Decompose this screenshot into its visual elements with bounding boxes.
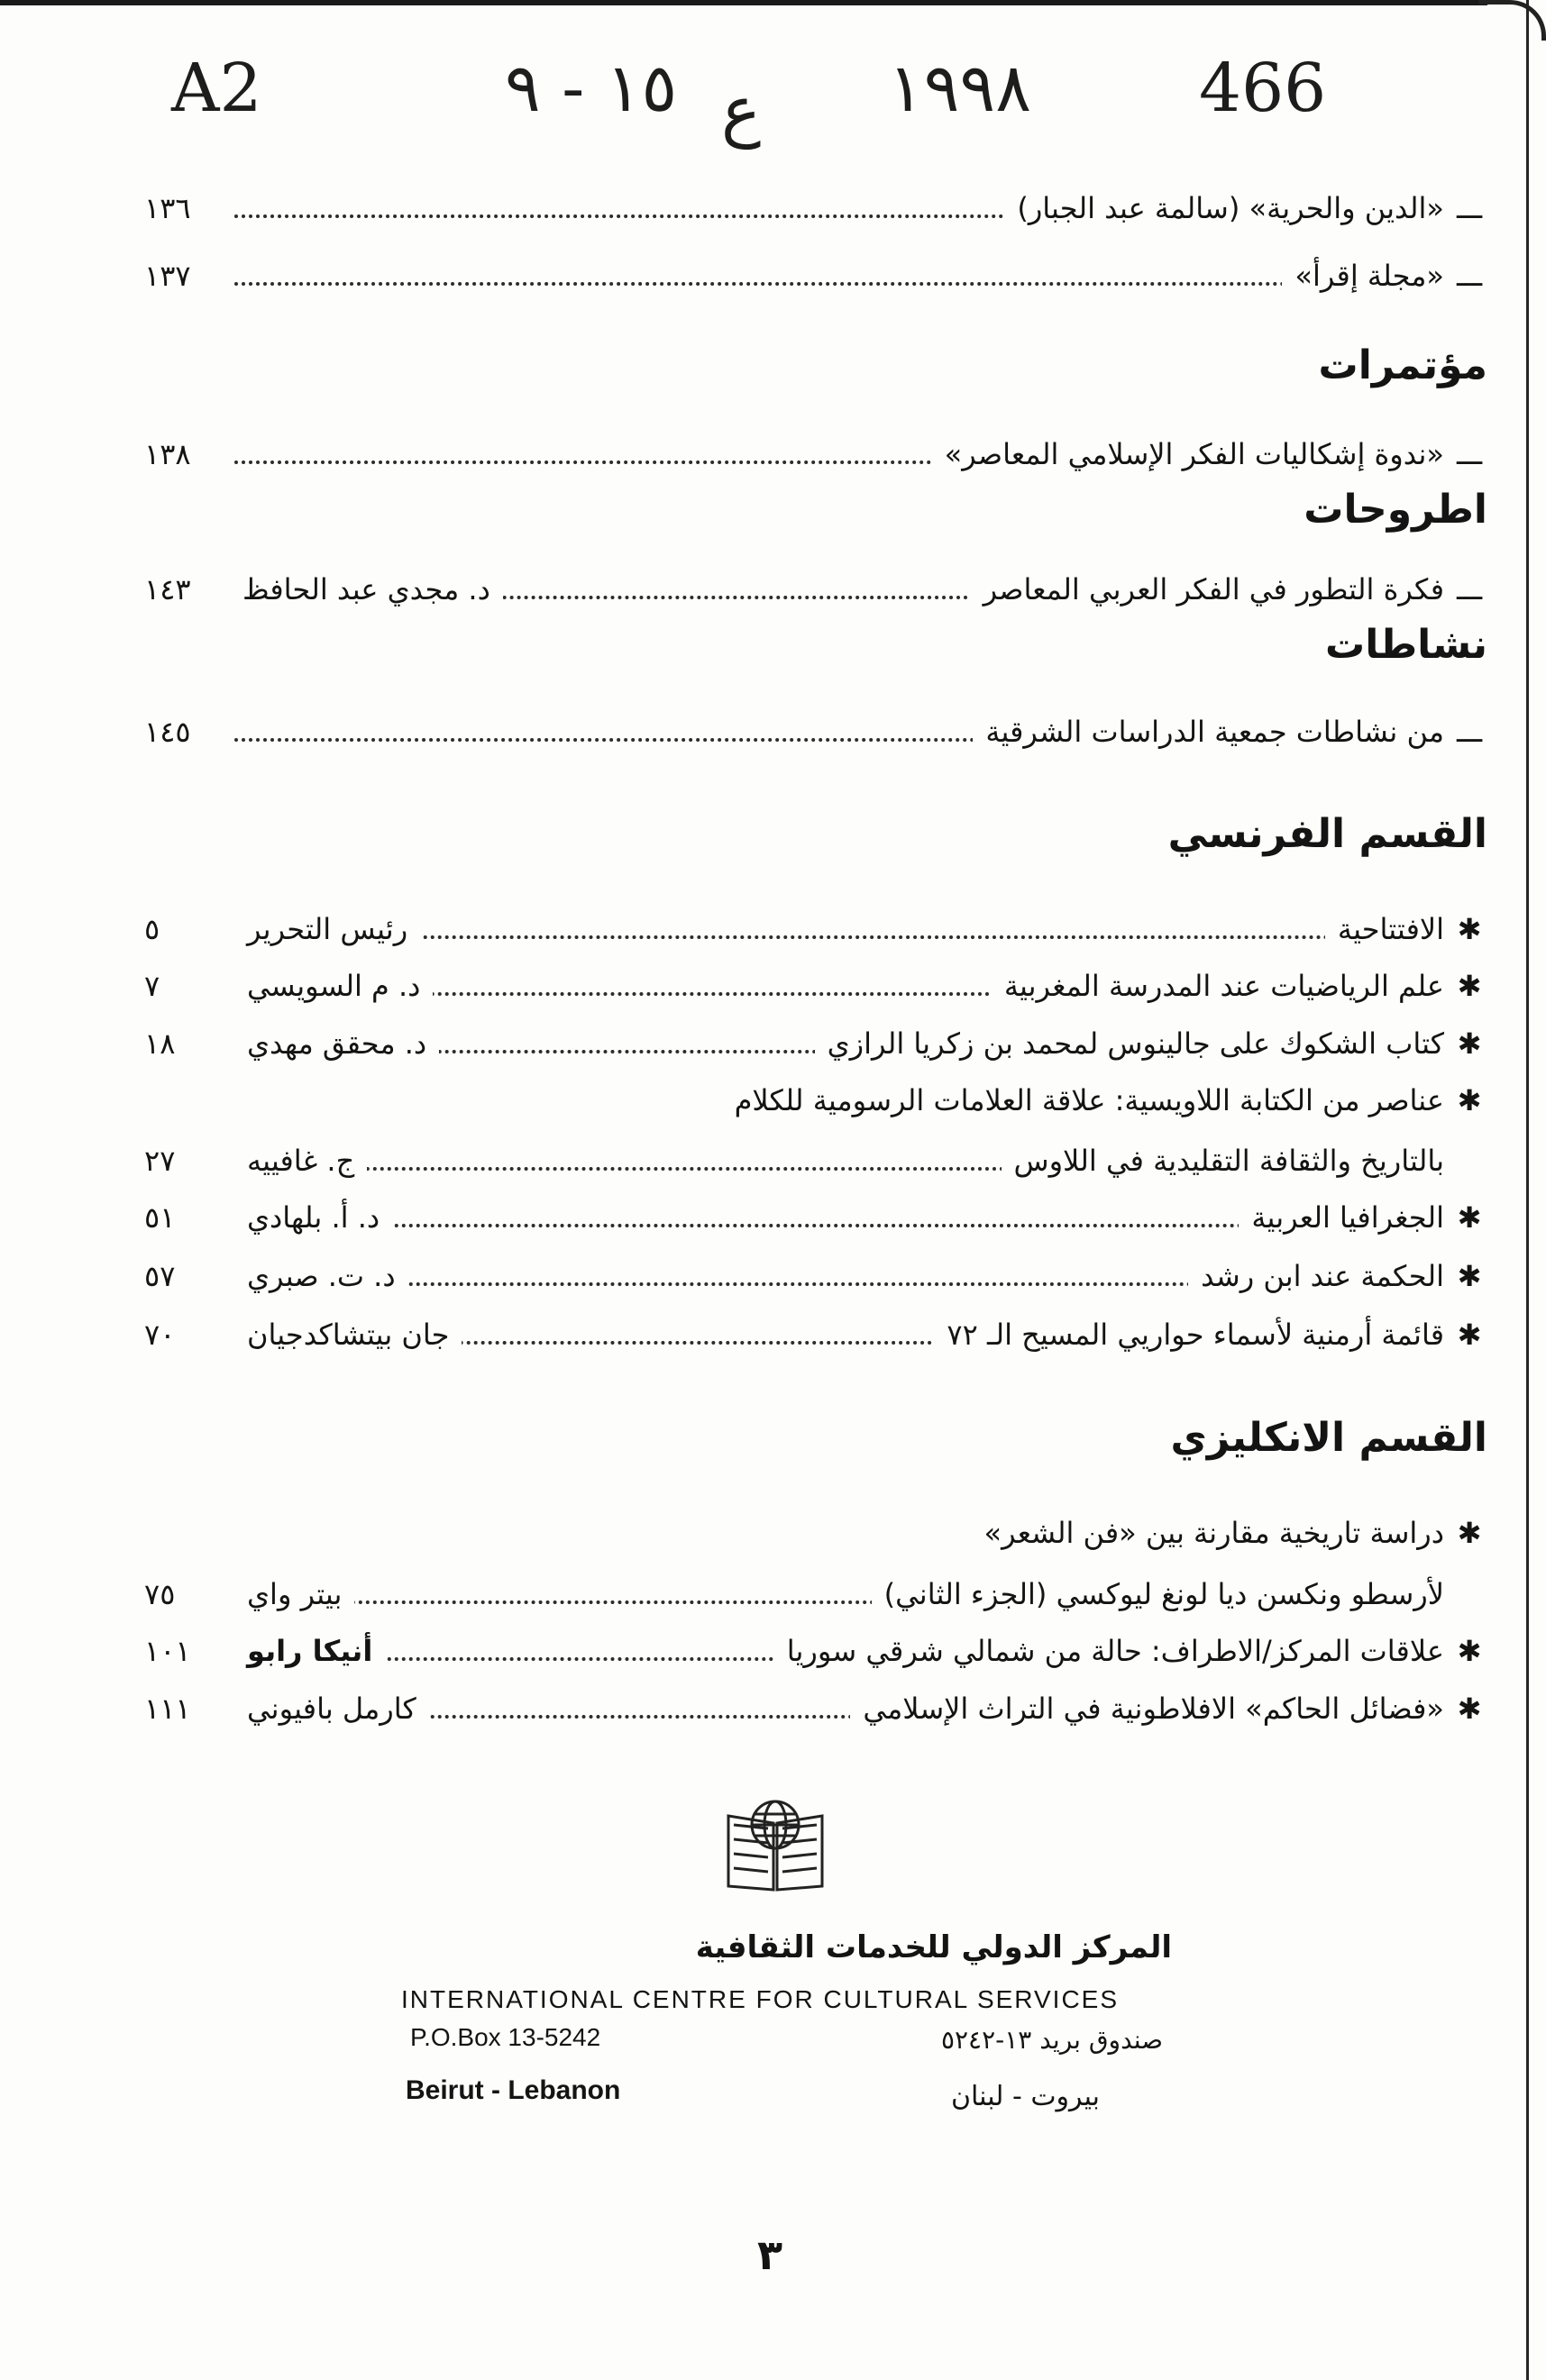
entry-page: ١٣٧ xyxy=(144,252,225,299)
toc-entry xyxy=(144,566,1487,613)
toc-entry xyxy=(144,1311,1487,1358)
star-bullet: ✱ xyxy=(1457,1516,1482,1550)
star-bullet: ✱ xyxy=(1457,1026,1482,1061)
entry-author: ج. غافييه xyxy=(234,1137,367,1184)
entry-page: ١٠١ xyxy=(144,1628,225,1674)
stamp-pobox-arabic: صندوق بريد ١٣-٥٢٤٢ xyxy=(940,2025,1163,2055)
entry-title: عناصر من الكتابة اللاويسية: علاقة العلامات الرسومية للكلام xyxy=(722,1077,1444,1124)
page-number: ٣ xyxy=(757,2230,783,2279)
entry-page: ٥ xyxy=(144,906,225,953)
toc-entry xyxy=(144,1509,1487,1556)
dash-bullet: ـــ xyxy=(1456,715,1483,749)
entry-title-continuation: بالتاريخ والثقافة التقليدية في اللاوس xyxy=(1002,1137,1444,1184)
entry-page: ٧٠ xyxy=(144,1311,225,1358)
entry-page: ٥١ xyxy=(144,1194,225,1241)
toc-entry xyxy=(144,962,1487,1009)
entry-page: ١٣٦ xyxy=(144,185,225,232)
page-edge-right xyxy=(1519,0,1546,2380)
star-bullet: ✱ xyxy=(1457,1318,1482,1352)
entry-page: ١٣٨ xyxy=(144,431,225,478)
entry-title: «مجلة إقرأ» xyxy=(1282,252,1444,299)
entry-title: من نشاطات جمعية الدراسات الشرقية xyxy=(973,708,1444,755)
stamp-pobox-english: P.O.Box 13-5242 xyxy=(410,2023,601,2051)
entry-page: ١١١ xyxy=(144,1685,225,1732)
toc-entry xyxy=(144,1628,1487,1674)
toc-entry xyxy=(144,252,1487,299)
star-bullet: ✱ xyxy=(1457,912,1482,946)
library-stamp xyxy=(388,1789,1172,2140)
entry-title: قائمة أرمنية لأسماء حواريي المسيح الـ ٧٢ xyxy=(934,1311,1444,1358)
entry-author: رئيس التحرير xyxy=(234,906,420,953)
toc-entry xyxy=(144,1253,1487,1299)
toc-entry xyxy=(144,708,1487,755)
stamp-name-arabic: المركز الدولي للخدمات الثقافية xyxy=(695,1929,1172,1965)
entry-author: بيتر واي xyxy=(234,1571,354,1618)
dash-bullet: ـــ xyxy=(1456,572,1483,606)
entry-title: دراسة تاريخية مقارنة بين «فن الشعر» xyxy=(971,1509,1444,1556)
toc-entry-continuation xyxy=(144,1571,1487,1618)
heading-english-section: القسم الانكليزي xyxy=(1170,1415,1487,1461)
entry-page: ١٤٥ xyxy=(144,708,225,755)
entry-page: ٧ xyxy=(144,962,225,1009)
entry-page: ٥٧ xyxy=(144,1253,225,1299)
stamp-name-english: INTERNATIONAL CENTRE FOR CULTURAL SERVICES xyxy=(401,1985,1120,2013)
star-bullet: ✱ xyxy=(1457,1634,1482,1668)
star-bullet: ✱ xyxy=(1457,1200,1482,1235)
heading-theses: اطروحات xyxy=(1304,487,1487,533)
page-edge-top xyxy=(0,0,1487,5)
entry-author: د. أ. بلهادي xyxy=(234,1194,392,1241)
dash-bullet: ـــ xyxy=(1456,259,1483,293)
entry-author: د. م السويسي xyxy=(234,962,433,1009)
entry-page: ١٤٣ xyxy=(144,566,225,613)
handwritten-year: ١٩٩٨ xyxy=(888,50,1031,127)
heading-french-section: القسم الفرنسي xyxy=(1167,811,1487,857)
entry-title: كتاب الشكوك على جالينوس لمحمد بن زكريا الرازي xyxy=(815,1020,1444,1067)
entry-author: د. محقق مهدي xyxy=(234,1020,439,1067)
toc-entry xyxy=(144,431,1487,478)
toc-entry-continuation xyxy=(144,1137,1487,1184)
star-bullet: ✱ xyxy=(1457,969,1482,1003)
heading-conferences: مؤتمرات xyxy=(1318,342,1487,388)
entry-page: ١٨ xyxy=(144,1020,225,1067)
entry-title: «الدين والحرية» (سالمة عبد الجبار) xyxy=(1004,185,1444,232)
entry-title: فكرة التطور في الفكر العربي المعاصر xyxy=(971,566,1444,613)
handwritten-ref: A2 xyxy=(171,50,262,127)
star-bullet: ✱ xyxy=(1457,1692,1482,1726)
toc-entry xyxy=(144,1077,1487,1124)
entry-author: أنيكا رابو xyxy=(234,1628,385,1674)
entry-author: كارمل بافيوني xyxy=(234,1685,429,1732)
entry-page: ٢٧ xyxy=(144,1137,225,1184)
handwritten-number: 466 xyxy=(1199,50,1327,127)
entry-title: علاقات المركز/الاطراف: حالة من شمالي شرقي سوريا xyxy=(774,1628,1444,1674)
dot-leader xyxy=(234,282,1444,286)
entry-author: جان بيتشاكدجيان xyxy=(234,1311,462,1358)
entry-author: د. مجدي عبد الحافظ xyxy=(230,566,503,613)
toc-entry xyxy=(144,906,1487,953)
handwritten-day-month: ١٥ - ٩ xyxy=(505,50,678,127)
dash-bullet: ـــ xyxy=(1456,437,1483,471)
stamp-city-english: Beirut - Lebanon xyxy=(406,2075,621,2105)
toc-entry xyxy=(144,1685,1487,1732)
toc-entry xyxy=(144,1194,1487,1241)
entry-title: علم الرياضيات عند المدرسة المغربية xyxy=(992,962,1444,1009)
heading-activities: نشاطات xyxy=(1325,622,1487,668)
entry-title: الافتتاحية xyxy=(1325,906,1444,953)
star-bullet: ✱ xyxy=(1457,1259,1482,1293)
open-book-globe-icon xyxy=(721,1789,829,1892)
entry-author: د. ت. صبري xyxy=(234,1253,408,1299)
entry-title: «فضائل الحاكم» الافلاطونية في التراث الإسلامي xyxy=(850,1685,1444,1732)
entry-title: الحكمة عند ابن رشد xyxy=(1188,1253,1444,1299)
entry-title: «ندوة إشكاليات الفكر الإسلامي المعاصر» xyxy=(932,431,1444,478)
entry-title: الجغرافيا العربية xyxy=(1239,1194,1444,1241)
handwritten-sep: ع xyxy=(721,72,762,150)
toc-entry xyxy=(144,185,1487,232)
entry-page: ٧٥ xyxy=(144,1571,225,1618)
star-bullet: ✱ xyxy=(1457,1083,1482,1117)
dot-leader xyxy=(243,935,1444,939)
stamp-city-arabic: بيروت - لبنان xyxy=(951,2081,1100,2112)
entry-title-continuation: لأرسطو ونكسن ديا لونغ ليوكسي (الجزء الثاني) xyxy=(872,1571,1444,1618)
dash-bullet: ـــ xyxy=(1456,191,1483,225)
toc-entry xyxy=(144,1020,1487,1067)
